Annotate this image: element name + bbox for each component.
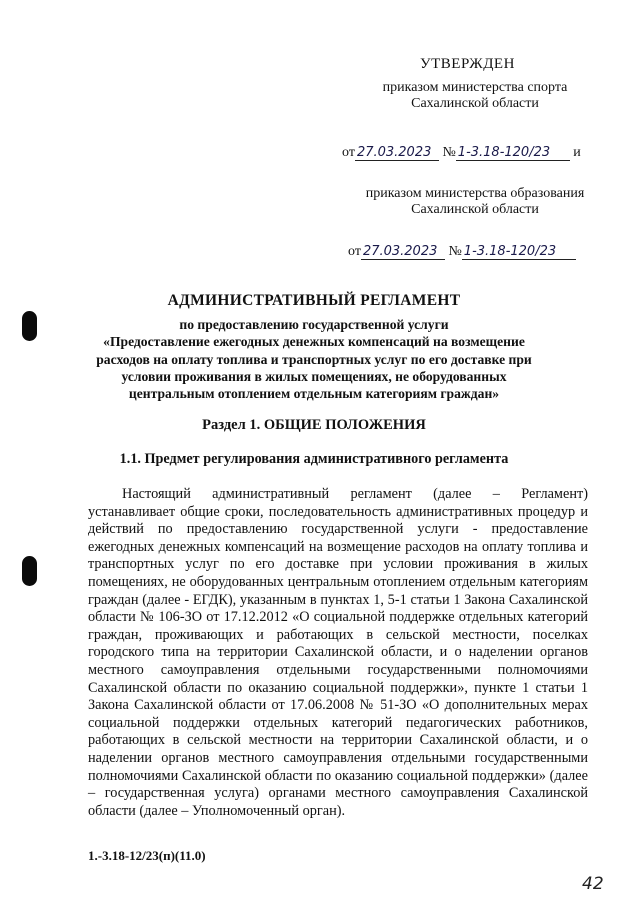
subtitle-line: условии проживания в жилых помещениях, не оборудованных xyxy=(121,368,507,384)
handwritten-order-number: 1-3.18-120/23 xyxy=(456,146,570,161)
from-prefix: от xyxy=(348,244,361,259)
subtitle-line: центральным отоплением отдельным категориям граждан» xyxy=(128,386,500,402)
order-line: приказом министерства спорта xyxy=(382,80,568,95)
document-subtitle xyxy=(40,316,588,402)
approval-title: УТВЕРЖДЕН xyxy=(420,56,515,72)
order-education-reference xyxy=(348,244,576,260)
conjunction: и xyxy=(573,145,581,160)
body-text xyxy=(88,486,588,820)
handwritten-page-number: 42 xyxy=(582,874,604,894)
order-line: Сахалинской области xyxy=(411,202,539,217)
section-heading: Раздел 1. ОБЩИЕ ПОЛОЖЕНИЯ xyxy=(202,417,426,433)
document-title: АДМИНИСТРАТИВНЫЙ РЕГЛАМЕНТ xyxy=(167,292,461,309)
handwritten-order-number: 1-3.18-120/23 xyxy=(462,245,576,260)
approval-order-education xyxy=(336,186,614,218)
subtitle-line: по предоставлению государственной услуги xyxy=(179,317,449,332)
punch-hole xyxy=(22,556,37,586)
handwritten-date: 27.03.2023 xyxy=(355,146,439,161)
number-prefix: № xyxy=(448,244,462,259)
document-code: 1.-3.18-12/23(п)(11.0) xyxy=(88,848,206,863)
approval-order-sport xyxy=(355,80,595,112)
order-line: Сахалинской области xyxy=(411,96,539,111)
subtitle-line: «Предоставление ежегодных денежных компенсаций на возмещение xyxy=(103,334,525,350)
punch-hole xyxy=(22,311,37,341)
handwritten-date: 27.03.2023 xyxy=(361,245,445,260)
subtitle-line: расходов на оплату топлива и транспортных услуг по его доставке при xyxy=(96,351,532,367)
subsection-heading: 1.1. Предмет регулирования административного регламента xyxy=(119,451,509,467)
paragraph: Настоящий административный регламент (далее – Регламент) устанавливает общие сроки, последовательность административных процедур и действий по предоставлению государственной услуги - предоставление ежегодных денежных компенсаций на возмещение расходов на оплату топлива и транспортных услуг по его доставке при условии проживания в жилых помещениях, не оборудованных центральным отоплением отдельным категориям граждан (далее - ЕГДК), указанным в пунктах 1, 5-1 статьи 1 Закона Сахалинской области № 106-ЗО от 17.12.2012 «О социальной поддержке отдельных категорий граждан, проживающих и работающих в сельской местности, поселках городского типа на территории Сахалинской области, и о наделении органов местного самоуправления отдельными государственными полномочиями Сахалинской области по оказанию социальной поддержки», пункте 1 статьи 1 Закона Сахалинской области от 17.06.2008 № 51-ЗО «О дополнительных мерах социальной поддержки отдельных категорий педагогических работников, работающих в сельской местности на территории Сахалинской области, и о наделении органов местного самоуправления отдельными государственными полномочиями Сахалинской области по оказанию социальной поддержки» (далее – государственная услуга) органами местного самоуправления Сахалинской области (далее – Уполномоченный орган). xyxy=(88,486,588,819)
order-line: приказом министерства образования xyxy=(365,186,585,201)
order-sport-reference xyxy=(342,145,581,161)
from-prefix: от xyxy=(342,145,355,160)
number-prefix: № xyxy=(442,145,456,160)
